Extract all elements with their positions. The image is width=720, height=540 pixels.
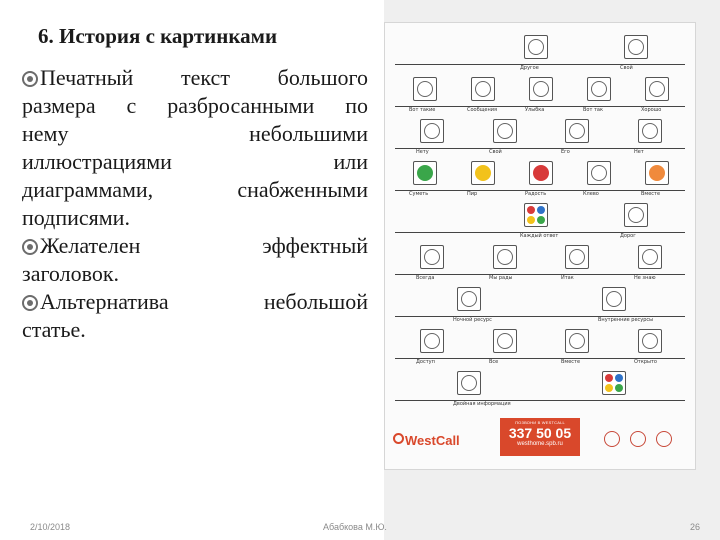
- color-dot: [605, 374, 613, 382]
- face-icon: [533, 81, 549, 97]
- face-icon: [461, 291, 477, 307]
- illustration-icon: [471, 161, 495, 185]
- illustration-caption: Вот такие: [409, 107, 436, 113]
- partner-logo-icon: [604, 431, 620, 447]
- bullet-icon: [22, 239, 38, 255]
- bullet-1: [22, 64, 368, 232]
- face-icon: [528, 39, 544, 55]
- color-dot: [605, 384, 613, 392]
- illustration-caption: Клево: [583, 191, 599, 197]
- row-rule: [395, 400, 685, 401]
- illustration-caption: Сообщения: [467, 107, 498, 113]
- illustration-icon: [524, 203, 548, 227]
- bullet-icon: [22, 71, 38, 87]
- document-row: [395, 287, 685, 323]
- ad-site: westhome.spb.ru: [517, 441, 563, 447]
- face-icon: [533, 165, 549, 181]
- face-icon: [475, 165, 491, 181]
- face-icon: [591, 81, 607, 97]
- illustration-icon: [457, 371, 481, 395]
- illustration-caption: Двойная информация: [453, 401, 511, 407]
- face-icon: [591, 165, 607, 181]
- bullet-1-line-1: Печатный текст большого: [40, 65, 368, 90]
- illustration-caption: Радость: [525, 191, 547, 197]
- illustration-icon: [587, 77, 611, 101]
- illustration-caption: Свой: [620, 65, 633, 71]
- illustration-caption: Внутренние ресурсы: [598, 317, 654, 323]
- face-icon: [642, 249, 658, 265]
- illustration-icon: [602, 371, 626, 395]
- ad-box: [500, 418, 580, 456]
- ad-brand: WestCall: [405, 433, 460, 448]
- illustration-icon: [529, 77, 553, 101]
- illustration-icon: [413, 161, 437, 185]
- illustration-icon: [638, 119, 662, 143]
- slide-body: [22, 64, 368, 344]
- face-icon: [497, 123, 513, 139]
- illustration-icon: [493, 329, 517, 353]
- illustration-caption: Ночной ресурс: [453, 317, 492, 323]
- bullet-1-line-5: диаграммами, снабженными: [22, 177, 368, 202]
- illustration-icon: [529, 161, 553, 185]
- face-icon: [649, 81, 665, 97]
- illustration-caption: Всегда: [416, 275, 435, 281]
- illustration-caption: Доступ: [416, 359, 435, 365]
- document-row: [395, 119, 685, 155]
- illustration-icon: [565, 245, 589, 269]
- bullet-1-line-2: размера с разбросанными по: [22, 93, 368, 118]
- face-icon: [628, 207, 644, 223]
- face-icon: [628, 39, 644, 55]
- document-row: [395, 203, 685, 239]
- illustration-caption: Каждый ответ: [520, 233, 559, 239]
- row-rule: [395, 64, 685, 65]
- bullet-1-line-3: нему небольшими: [22, 121, 368, 146]
- face-icon: [642, 123, 658, 139]
- illustration-icon: [471, 77, 495, 101]
- document-image: [384, 22, 696, 470]
- illustration-caption: Вместе: [561, 359, 581, 365]
- illustration-caption: Нет: [634, 149, 644, 155]
- document-row: [395, 329, 685, 365]
- illustration-caption: Пир: [467, 191, 478, 197]
- illustration-caption: Все: [489, 359, 499, 365]
- partner-logo-icon: [630, 431, 646, 447]
- illustration-caption: Вместе: [641, 191, 661, 197]
- westcall-logo-icon: [393, 433, 404, 444]
- illustration-caption: Улыбка: [525, 107, 545, 113]
- face-icon: [497, 333, 513, 349]
- face-icon: [606, 291, 622, 307]
- bullet-3-line-1: Альтернатива небольшой: [40, 289, 368, 314]
- face-icon: [569, 123, 585, 139]
- bullet-1-line-4: иллюстрациями или: [22, 149, 368, 174]
- illustration-icon: [602, 287, 626, 311]
- illustration-caption: Мы рады: [489, 275, 513, 281]
- partner-logo-icon: [656, 431, 672, 447]
- illustration-caption: Вот так: [583, 107, 603, 113]
- bullet-2-line-1: Желателен эффектный: [40, 233, 368, 258]
- bullet-3-line-2: статье.: [22, 317, 86, 342]
- illustration-icon: [493, 119, 517, 143]
- illustration-caption: Хорошо: [641, 107, 662, 113]
- document-row: [395, 371, 685, 407]
- illustration-icon: [413, 77, 437, 101]
- bullet-2-line-2: заголовок.: [22, 261, 120, 286]
- illustration-caption: Итак: [561, 275, 574, 281]
- illustration-icon: [587, 161, 611, 185]
- illustration-caption: Не знаю: [634, 275, 656, 281]
- illustration-icon: [565, 119, 589, 143]
- ad-phone: 337 50 05: [508, 425, 572, 441]
- bullet-2: [22, 232, 368, 288]
- illustration-icon: [420, 119, 444, 143]
- face-icon: [497, 249, 513, 265]
- face-icon: [424, 333, 440, 349]
- illustration-icon: [624, 203, 648, 227]
- face-icon: [649, 165, 665, 181]
- illustration-caption: Дорог: [620, 233, 636, 239]
- face-icon: [642, 333, 658, 349]
- illustration-caption: Его: [561, 149, 570, 155]
- illustration-icon: [638, 245, 662, 269]
- illustration-icon: [524, 35, 548, 59]
- document-row: [395, 77, 685, 113]
- ad-header: ПОЗВОНИ В WESTCALL: [515, 420, 565, 425]
- color-dot: [615, 384, 623, 392]
- document-row: [395, 35, 685, 71]
- face-icon: [461, 375, 477, 391]
- illustration-icon: [645, 77, 669, 101]
- illustration-caption: Свой: [489, 149, 502, 155]
- document-row: [395, 245, 685, 281]
- face-icon: [417, 81, 433, 97]
- illustration-icon: [457, 287, 481, 311]
- face-icon: [417, 165, 433, 181]
- face-icon: [424, 249, 440, 265]
- ad-icons: [600, 431, 685, 451]
- bullet-icon: [22, 295, 38, 311]
- color-dot: [615, 374, 623, 382]
- face-icon: [569, 249, 585, 265]
- face-icon: [569, 333, 585, 349]
- illustration-icon: [420, 329, 444, 353]
- illustration-caption: Другое: [520, 65, 539, 71]
- illustration-caption: Суметь: [409, 191, 429, 197]
- footer-date: 2/10/2018: [30, 522, 71, 532]
- illustration-caption: Открыто: [634, 359, 657, 365]
- footer-page-number: 26: [690, 522, 701, 532]
- illustration-icon: [645, 161, 669, 185]
- bullet-3: [22, 288, 368, 344]
- color-dot: [527, 206, 535, 214]
- document-row: [395, 161, 685, 197]
- face-icon: [475, 81, 491, 97]
- color-dot: [537, 216, 545, 224]
- face-icon: [424, 123, 440, 139]
- illustration-caption: Нету: [416, 149, 429, 155]
- bullet-1-line-6: подписями.: [22, 205, 130, 230]
- color-dot: [537, 206, 545, 214]
- slide-title: 6. История с картинками: [38, 24, 278, 48]
- color-dot: [527, 216, 535, 224]
- illustration-icon: [638, 329, 662, 353]
- illustration-icon: [565, 329, 589, 353]
- illustration-icon: [624, 35, 648, 59]
- illustration-icon: [493, 245, 517, 269]
- footer-author: Абабкова М.Ю.: [323, 522, 387, 532]
- illustration-icon: [420, 245, 444, 269]
